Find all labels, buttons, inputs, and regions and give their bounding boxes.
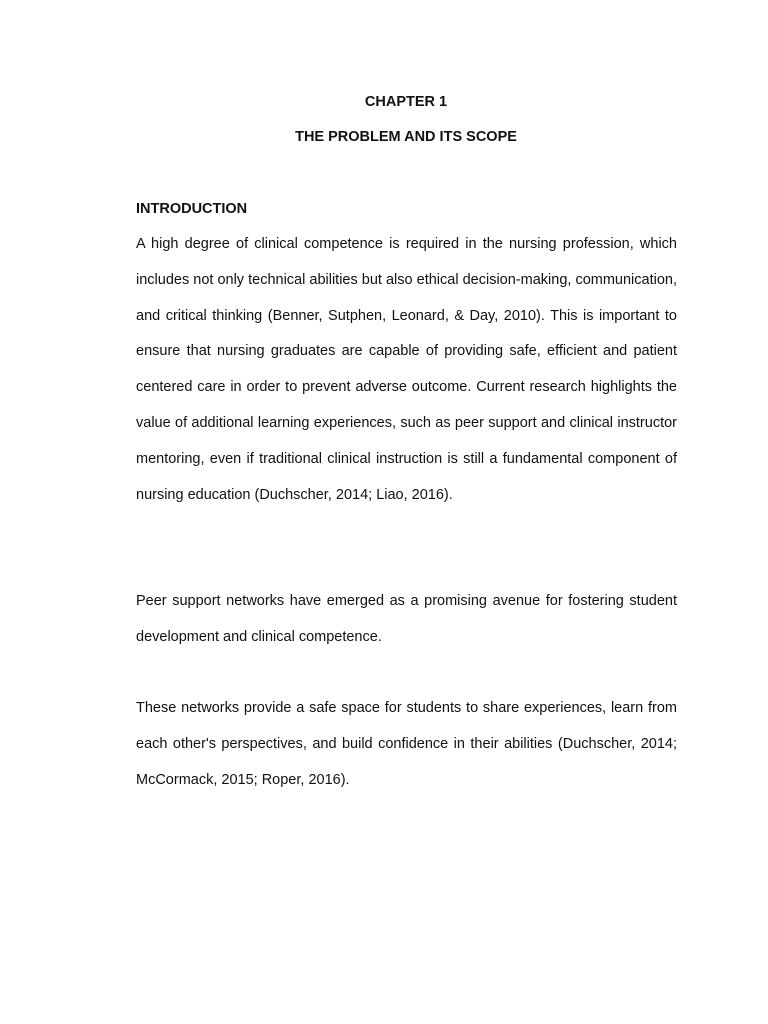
paragraph-3: These networks provide a safe space for students to share experiences, learn from each other's perspectives, and build confidence in their abilities (Duchscher, 2014; McCormack, 2015; Roper, 2016). (136, 700, 677, 788)
chapter-title: THE PROBLEM AND ITS SCOPE (295, 129, 517, 145)
paragraph-1: A high degree of clinical competence is required in the nursing profession, which includes not only technical abilities but also ethical decision-making, communication, and critical thinking (Benner, Sutphen, Leonard, & Day, 2010). This is important to ensure that nursing graduates are capable of providing safe, efficient and patient centered care in order to prevent adverse outcome. Current research highlights the value of additional learning experiences, such as peer support and clinical instructor mentoring, even if traditional clinical instruction is still a fundamental component of nursing education (Duchscher, 2014; Liao, 2016). (136, 236, 677, 503)
section-heading: INTRODUCTION (136, 201, 248, 217)
paragraph-2: Peer support networks have emerged as a promising avenue for fostering student development and clinical competence. (136, 593, 677, 645)
chapter-label: CHAPTER 1 (364, 94, 448, 110)
